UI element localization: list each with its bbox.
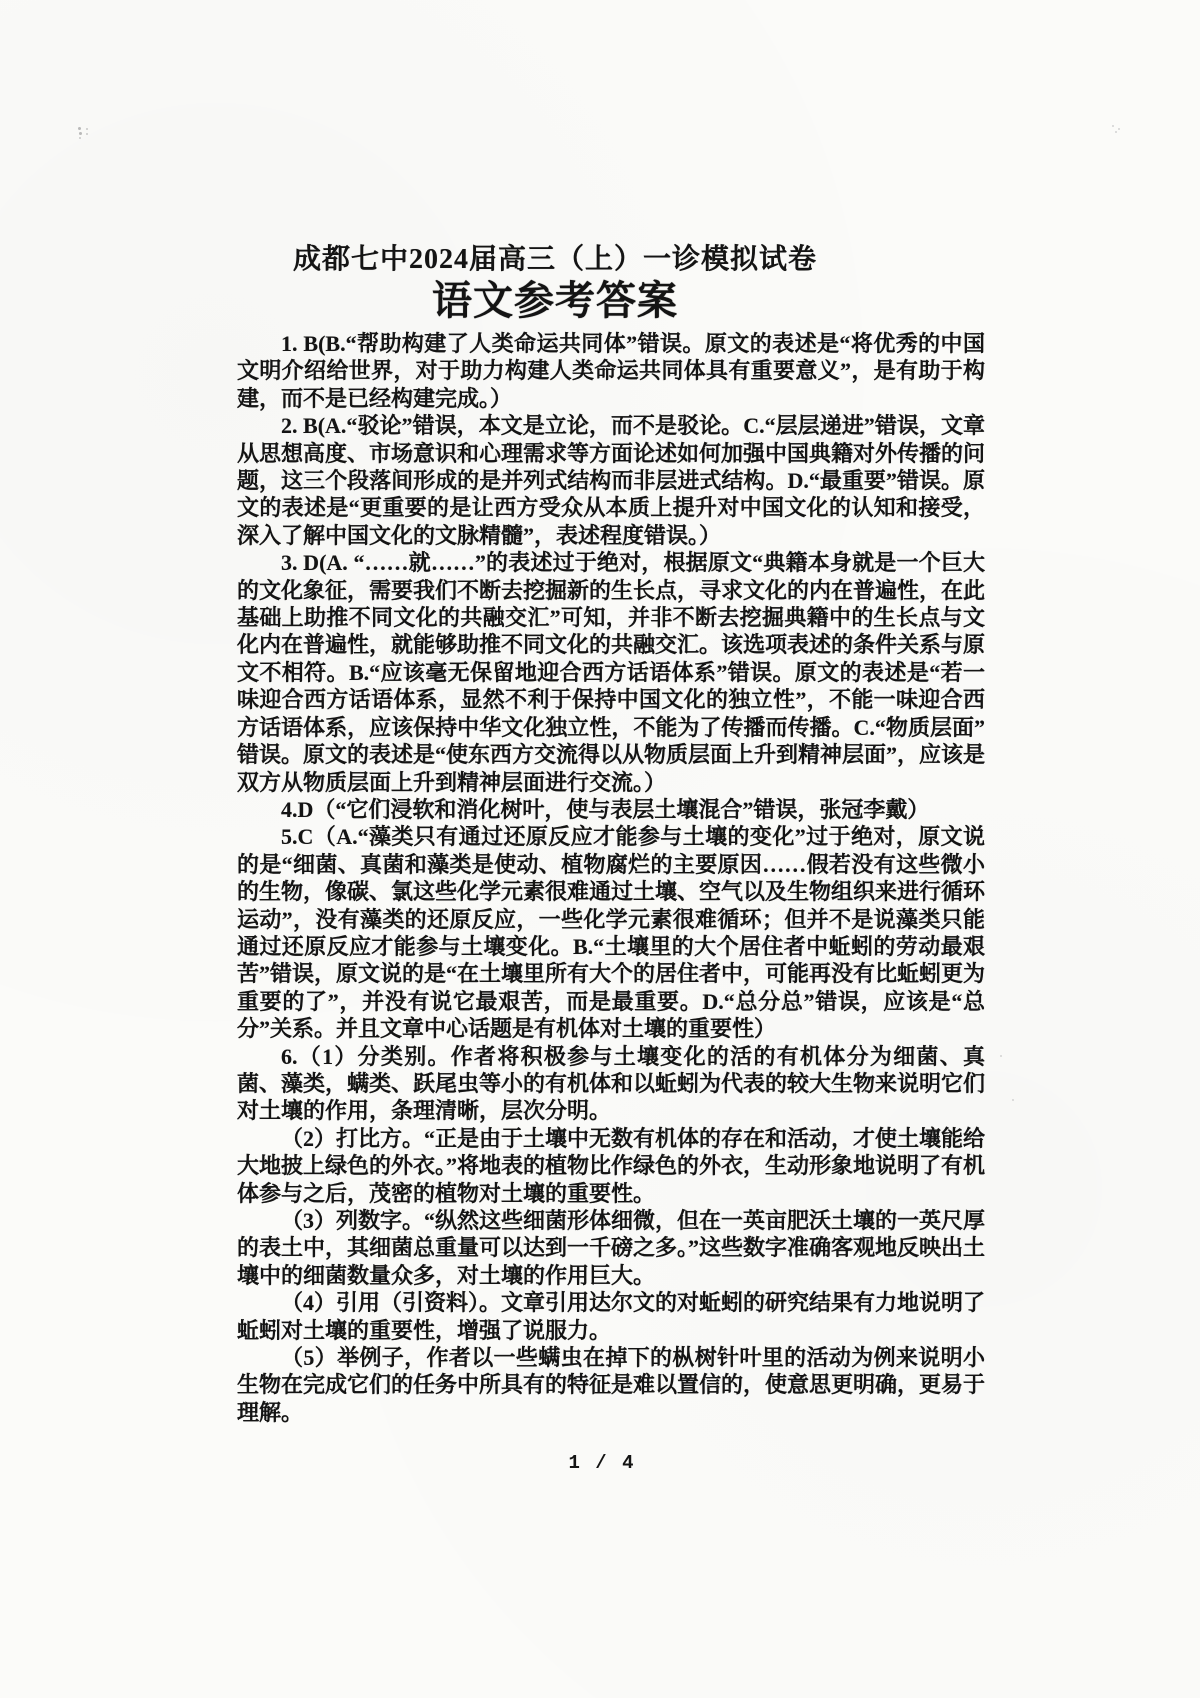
scan-artifact (1000, 1055, 1002, 1057)
answer-paragraph: 1. B(B.“帮助构建了人类命运共同体”错误。原文的表述是“将优秀的中国文明介绍给世界，对于助力构建人类命运共同体具有重要意义”，是有助于构建，而不是已经构建完成。） (237, 331, 985, 411)
answer-body (237, 330, 985, 1426)
answer-paragraph: 2. B(A.“驳论”错误，本文是立论，而不是驳论。C.“层层递进”错误，文章从思想高度、市场意识和心理需求等方面论述如何加强中国典籍对外传播的问题，这三个段落间形成的是并列式结构而非层进式结构。D.“最重要”错误。原文的表述是“更重要的是让西方受众从本质上提升对中国文化的认知和接受，深入了解中国文化的文脉精髓”，表述程度错误。） (237, 413, 986, 548)
answer-paragraph: （5）举例子，作者以一些螨虫在掉下的枞树针叶里的活动为例来说明小生物在完成它们的任务中所具有的特征是难以置信的，使意思更明确，更易于理解。 (237, 1345, 986, 1425)
answer-paragraph: 5.C（A.“藻类只有通过还原反应才能参与土壤的变化”过于绝对，原文说的是“细菌、真菌和藻类是使动、植物腐烂的主要原因……假若没有这些微小的生物，像碳、氯这些化学元素很难通过土壤、空气以及生物组织来进行循环运动”，没有藻类的还原反应，一些化学元素很难循环；但并不是说藻类只能通过还原反应才能参与土壤变化。B.“土壤里的大个居住者中蚯蚓的劳动最艰苦”错误，原文说的是“在土壤里所有大个的居住者中，可能再没有比蚯蚓更为重要的了”，并没有说它最艰苦，而是最重要。D.“总分总”错误，应该是“总分”关系。并且文章中心话题是有机体对土壤的重要性） (237, 824, 986, 1042)
page-number: 1 / 4 (568, 1452, 636, 1474)
scan-artifact (1112, 125, 1114, 127)
answer-sheet-title: 语文参考答案 (432, 278, 678, 323)
scan-artifact (1012, 1099, 1014, 1101)
scan-artifact (86, 128, 88, 130)
answer-paragraph: 6.（1）分类别。作者将积极参与土壤变化的活的有机体分为细菌、真菌、藻类，螨类、跃尾虫等小的有机体和以蚯蚓为代表的较大生物来说明它们对土壤的作用，条理清晰，层次分明。 (237, 1043, 986, 1124)
answer-paragraph: （4）引用（引资料）。文章引用达尔文的对蚯蚓的研究结果有力地说明了蚯蚓对土壤的重要性，增强了说服力。 (237, 1290, 986, 1343)
answer-paragraph: 3. D(A. “……就……”的表述过于绝对，根据原文“典籍本身就是一个巨大的文化象征，需要我们不断去挖掘新的生长点，寻求文化的内在普遍性，在此基础上助推不同文化的共融交汇”可知，并非不断去挖掘典籍中的生长点与文化内在普遍性，就能够助推不同文化的共融交汇。该选项表述的条件关系与原文不相符。B.“应该毫无保留地迎合西方话语体系”错误。原文的表述是“若一味迎合西方话语体系，显然不利于保持中国文化的独立性”，不能一味迎合西方话语体系，应该保持中华文化独立性，不能为了传播而传播。C.“物质层面”错误。原文的表述是“使东西方交流得以从物质层面上升到精神层面”，应该是双方从物质层面上升到精神层面进行交流。） (237, 550, 986, 795)
scan-artifact (79, 137, 81, 139)
scan-artifact (1115, 131, 1117, 133)
scan-artifact (1118, 128, 1120, 130)
answer-paragraph: （2）打比方。“正是由于土壤中无数有机体的存在和活动，才使土壤能给大地披上绿色的外衣。”将地表的植物比作绿色的外衣，生动形象地说明了有机体参与之后，茂密的植物对土壤的重要性。 (237, 1125, 986, 1206)
answer-paragraph: （3）列数字。“纵然这些细菌形体细微，但在一英亩肥沃土壤的一英尺厚的表土中，其细菌总重量可以达到一千磅之多。”这些数字准确客观地反映出土壤中的细菌数量众多，对土壤的作用巨大。 (237, 1208, 986, 1288)
scan-artifact (79, 132, 82, 135)
exam-title: 成都七中2024届高三（上）一诊模拟试卷 (292, 244, 817, 275)
answer-paragraph: 4.D（“它们浸软和消化树叶，使与表层土壤混合”错误，张冠李戴） (281, 796, 930, 822)
scan-artifact (86, 133, 88, 135)
scan-artifact (78, 127, 81, 130)
